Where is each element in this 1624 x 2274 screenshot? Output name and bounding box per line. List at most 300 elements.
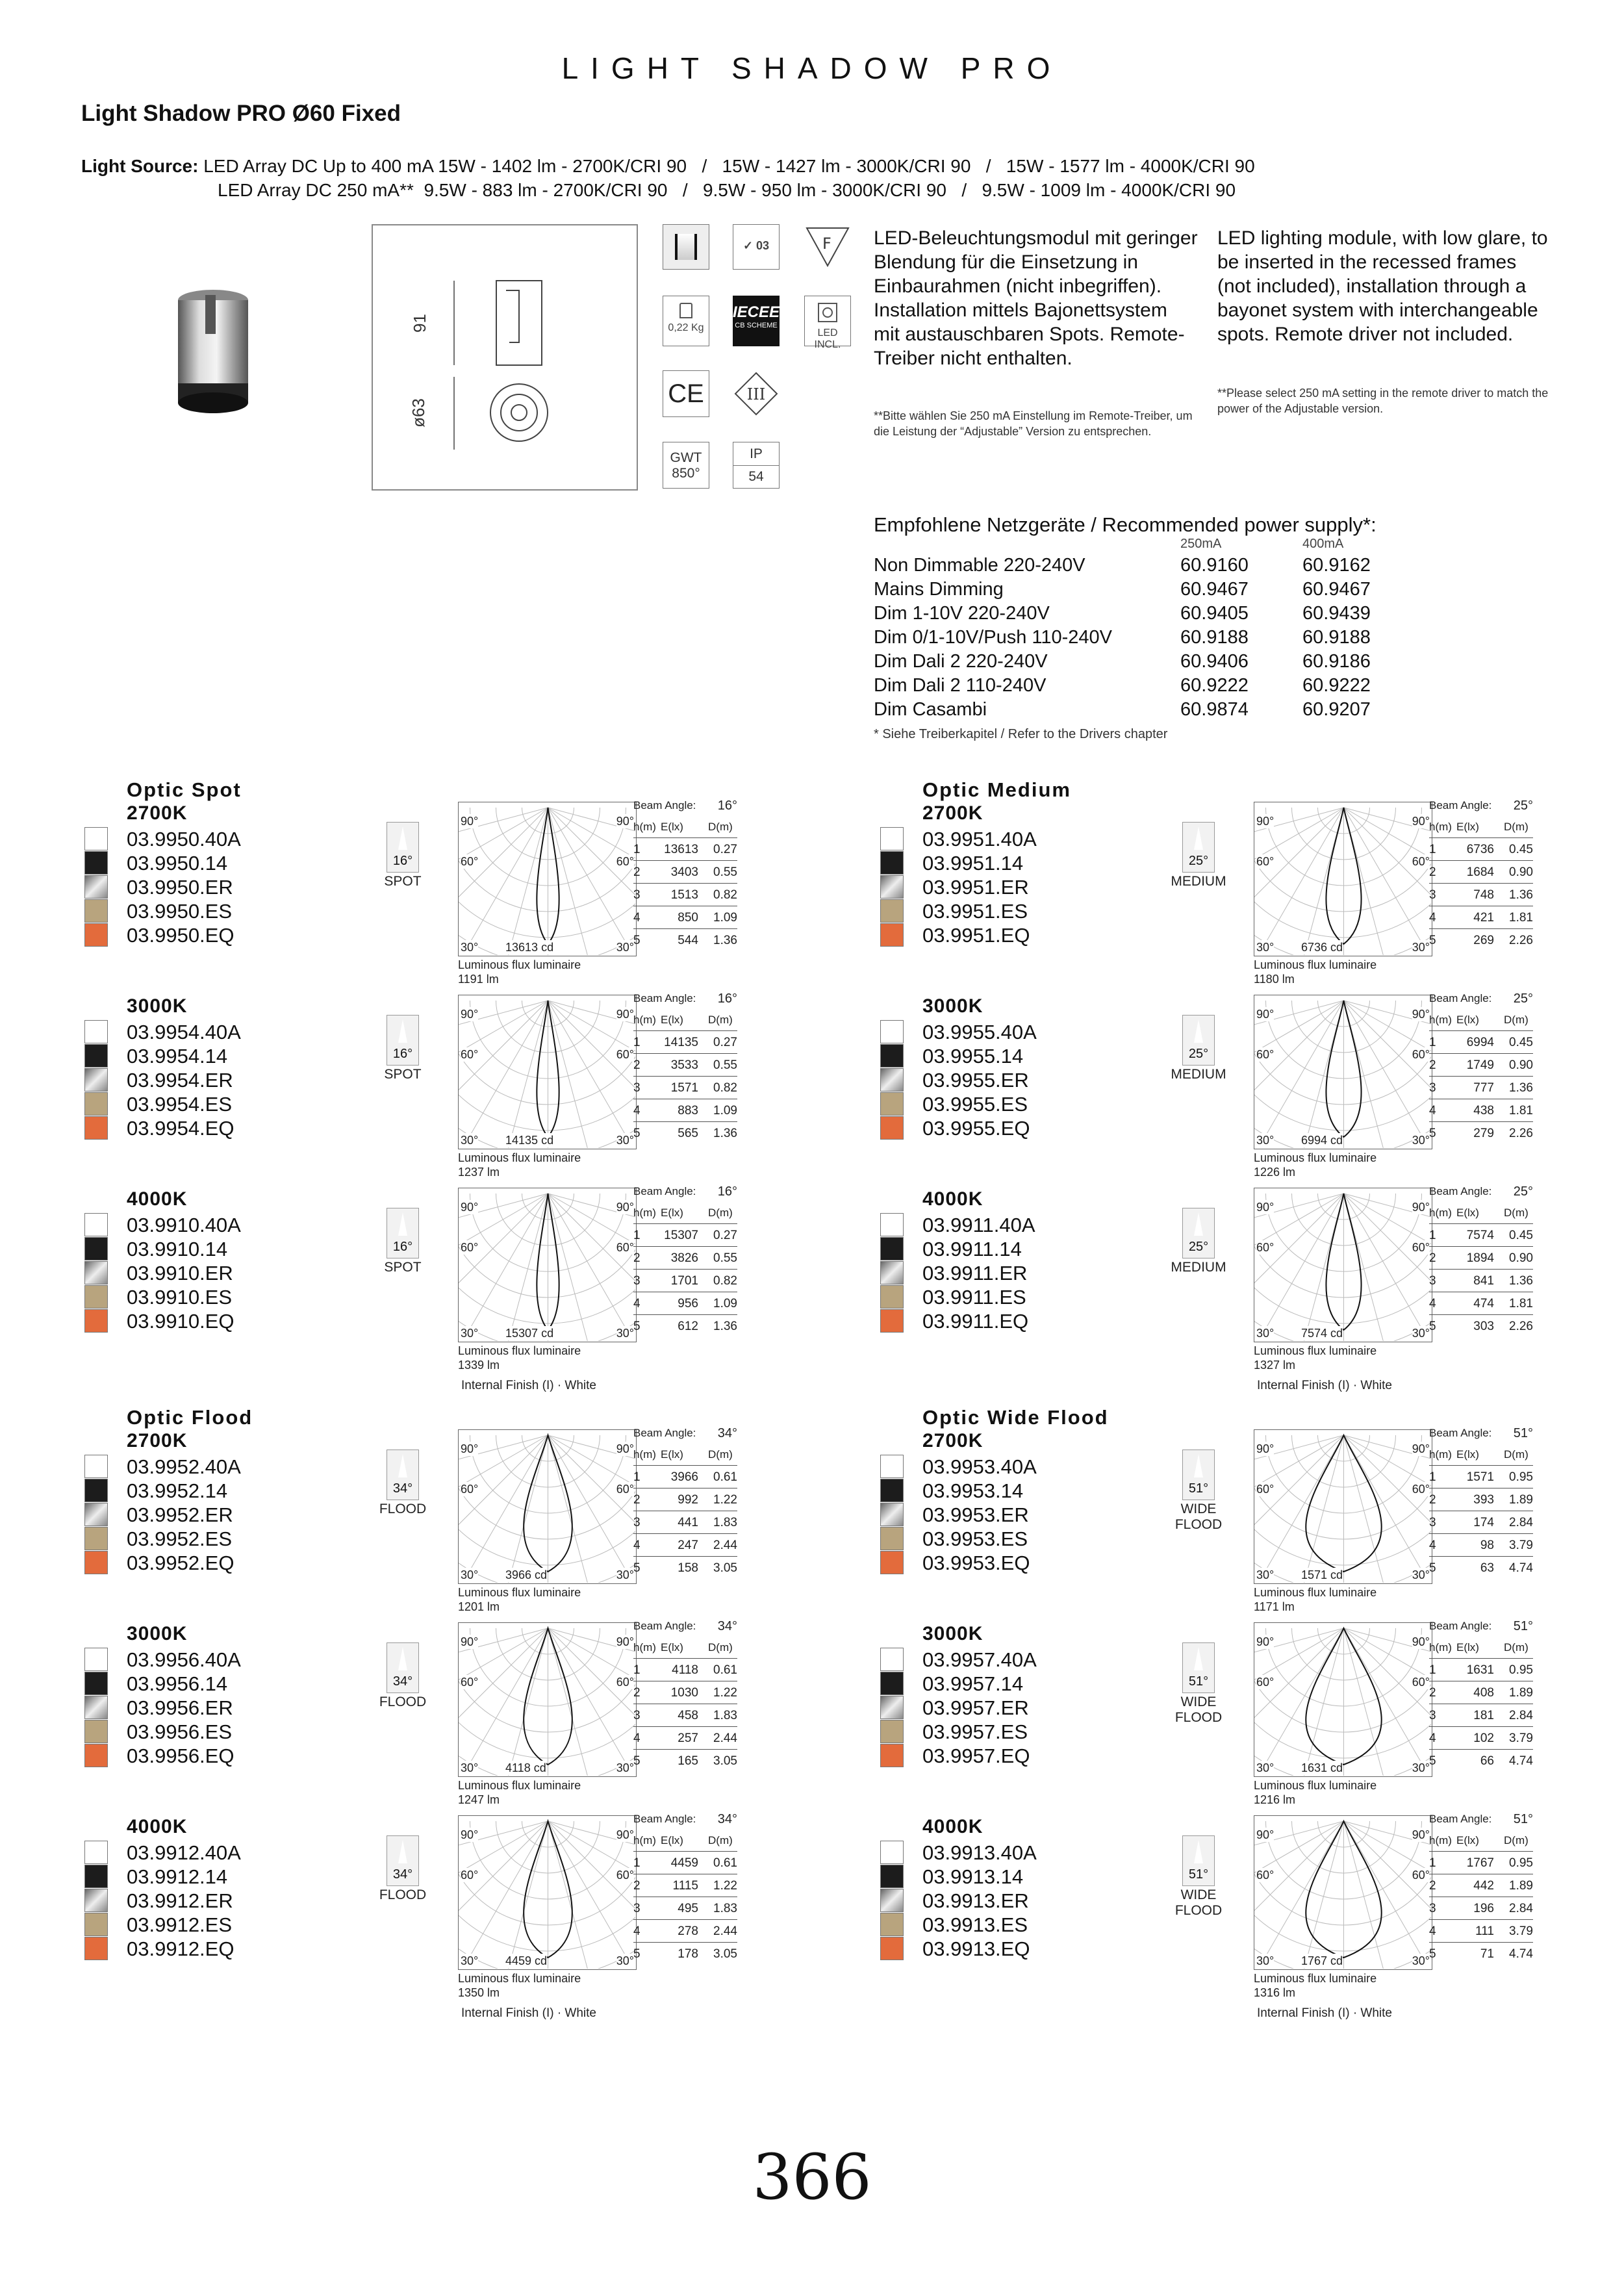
col-400ma: 400mA bbox=[1302, 537, 1344, 551]
table-row bbox=[1429, 1031, 1533, 1054]
finish-swatch bbox=[84, 1068, 108, 1092]
finish-swatch bbox=[880, 923, 904, 947]
max-intensity-unit: cd bbox=[1327, 941, 1343, 954]
beam-angle-row bbox=[1429, 1616, 1533, 1636]
angle-30-left: 30° bbox=[461, 1134, 479, 1147]
table-row bbox=[1429, 929, 1533, 952]
table-cell: 458 bbox=[678, 1709, 698, 1722]
angle-30-right: 30° bbox=[616, 1761, 634, 1774]
max-intensity-unit: cd bbox=[1327, 1761, 1343, 1774]
beam-shape-icon bbox=[398, 1840, 407, 1863]
table-cell: 303 bbox=[1473, 1320, 1494, 1333]
color-temperature: 4000K bbox=[127, 1816, 188, 1837]
table-cell: 1.09 bbox=[713, 1297, 737, 1310]
article-code: 03.9951.ES bbox=[922, 900, 1028, 923]
article-code: 03.9956.14 bbox=[127, 1672, 228, 1695]
beam-angle-row bbox=[1429, 1182, 1533, 1201]
table-cell: 5 bbox=[1429, 1320, 1436, 1333]
article-code: 03.9956.ES bbox=[127, 1720, 233, 1743]
table-cell: 3 bbox=[1429, 1709, 1436, 1722]
luminous-flux-label: Luminous flux luminaire bbox=[458, 1586, 581, 1599]
table-row bbox=[1429, 1224, 1533, 1247]
beam-angle-row bbox=[633, 1182, 737, 1201]
beam-angle-label: Beam Angle: bbox=[633, 1813, 696, 1825]
finish-swatch bbox=[880, 1937, 904, 1960]
table-cell: 4 bbox=[1429, 1297, 1436, 1310]
table-cell: 438 bbox=[1473, 1104, 1494, 1118]
table-cell: 5 bbox=[633, 934, 641, 947]
angle-30-right: 30° bbox=[616, 941, 634, 954]
angle-30-right: 30° bbox=[1412, 1134, 1430, 1147]
table-cell: 4 bbox=[1429, 1924, 1436, 1938]
table-cell: 408 bbox=[1473, 1686, 1494, 1700]
table-cell: 158 bbox=[678, 1561, 698, 1575]
max-intensity-value: 14135 bbox=[505, 1134, 539, 1147]
article-code: 03.9954.ER bbox=[127, 1069, 233, 1092]
table-cell: 1.81 bbox=[1509, 1104, 1533, 1118]
beam-shape-icon bbox=[398, 1019, 407, 1043]
technical-drawing bbox=[372, 224, 638, 491]
photometric-table bbox=[1429, 1616, 1533, 1772]
polar-svg bbox=[459, 1430, 635, 1583]
table-cell: 247 bbox=[678, 1539, 698, 1552]
table-cell: 0.55 bbox=[713, 1058, 737, 1072]
table-cell: 1.83 bbox=[713, 1902, 737, 1915]
photometric-table bbox=[633, 1424, 737, 1579]
table-row bbox=[1429, 1270, 1533, 1292]
max-intensity-unit: cd bbox=[538, 1134, 554, 1147]
article-code: 03.9910.EQ bbox=[127, 1310, 235, 1333]
table-cell: 15307 bbox=[664, 1229, 698, 1242]
table-cell: 2 bbox=[633, 1493, 641, 1507]
max-intensity bbox=[505, 1133, 553, 1147]
led-incl-icon bbox=[804, 296, 851, 350]
angle-60-right: 60° bbox=[1412, 1483, 1430, 1496]
column-header: h(m) bbox=[633, 1834, 656, 1846]
angle-60-left: 60° bbox=[1256, 1869, 1275, 1882]
table-cell: 3403 bbox=[670, 865, 698, 879]
angle-90-right: 90° bbox=[1412, 1442, 1430, 1455]
article-code: 03.9912.ES bbox=[127, 1913, 233, 1936]
beam-angle-row bbox=[633, 1616, 737, 1636]
polar-diagram bbox=[458, 1429, 637, 1584]
angle-90-right: 90° bbox=[616, 1635, 634, 1648]
table-cell: 4 bbox=[633, 1731, 641, 1745]
angle-90-right: 90° bbox=[616, 815, 634, 828]
supply-name: Dim Casambi bbox=[874, 699, 987, 720]
table-cell: 269 bbox=[1473, 934, 1494, 947]
finish-swatch bbox=[84, 1285, 108, 1309]
column-header: E(lx) bbox=[661, 1448, 683, 1461]
table-cell: 883 bbox=[678, 1104, 698, 1118]
table-row bbox=[633, 1727, 737, 1750]
beam-shape-icon bbox=[1194, 1840, 1203, 1863]
luminous-flux-value: 1350 lm bbox=[458, 1986, 500, 1999]
table-cell: 1 bbox=[1429, 843, 1436, 856]
column-header: D(m) bbox=[708, 1014, 733, 1026]
angle-60-left: 60° bbox=[461, 1869, 479, 1882]
table-cell: 1.81 bbox=[1509, 911, 1533, 925]
svg-text:F: F bbox=[822, 235, 831, 253]
polar-svg bbox=[1254, 802, 1431, 955]
power-supply-row bbox=[874, 554, 1458, 578]
luminous-flux-label: Luminous flux luminaire bbox=[1254, 1151, 1377, 1164]
angle-90-right: 90° bbox=[1412, 1635, 1430, 1648]
table-header bbox=[1429, 1829, 1533, 1852]
table-row bbox=[633, 884, 737, 906]
angle-90-right: 90° bbox=[616, 1828, 634, 1841]
article-code: 03.9911.40A bbox=[922, 1214, 1035, 1236]
table-row bbox=[1429, 1511, 1533, 1534]
table-cell: 1.36 bbox=[713, 934, 737, 947]
table-cell: 1571 bbox=[670, 1081, 698, 1095]
table-row bbox=[633, 906, 737, 929]
table-cell: 2 bbox=[1429, 865, 1436, 879]
beam-type-label: WIDE FLOOD bbox=[1174, 1694, 1223, 1725]
max-intensity bbox=[1301, 1133, 1343, 1147]
code-400ma: 60.9439 bbox=[1302, 603, 1371, 624]
table-cell: 1571 bbox=[1466, 1470, 1494, 1484]
table-cell: 66 bbox=[1480, 1754, 1494, 1768]
photometric-table bbox=[633, 1616, 737, 1772]
column-header: E(lx) bbox=[1456, 1207, 1479, 1219]
photometric-table bbox=[633, 989, 737, 1145]
supply-name: Dim 0/1-10V/Push 110-240V bbox=[874, 627, 1113, 648]
beam-angle-icon-label: 25° bbox=[1188, 854, 1209, 868]
finish-swatch bbox=[84, 1648, 108, 1671]
color-temperature: 3000K bbox=[127, 1623, 188, 1644]
table-row bbox=[633, 1315, 737, 1338]
finish-swatch bbox=[880, 1696, 904, 1719]
supply-name: Dim Dali 2 220-240V bbox=[874, 651, 1048, 672]
finish-swatch bbox=[84, 1865, 108, 1888]
table-cell: 174 bbox=[1473, 1516, 1494, 1529]
beam-angle-label: Beam Angle: bbox=[1429, 992, 1492, 1004]
power-supply-row bbox=[874, 578, 1458, 602]
finish-swatch bbox=[84, 899, 108, 923]
angle-30-left: 30° bbox=[461, 941, 479, 954]
table-row bbox=[633, 1511, 737, 1534]
beam-angle-label: Beam Angle: bbox=[1429, 1813, 1492, 1825]
beam-icon bbox=[387, 1208, 419, 1258]
article-code: 03.9911.14 bbox=[922, 1238, 1022, 1260]
max-intensity bbox=[1301, 1326, 1343, 1340]
polar-svg bbox=[1254, 1430, 1431, 1583]
beam-icon bbox=[387, 822, 419, 873]
table-cell: 2 bbox=[633, 865, 641, 879]
table-cell: 841 bbox=[1473, 1274, 1494, 1288]
finish-swatch bbox=[880, 1841, 904, 1864]
polar-diagram bbox=[458, 1188, 637, 1342]
column-header: E(lx) bbox=[661, 1641, 683, 1654]
table-cell: 474 bbox=[1473, 1297, 1494, 1310]
power-supply-header bbox=[874, 537, 1458, 554]
beam-angle-value: 16° bbox=[717, 798, 737, 813]
column-header: D(m) bbox=[708, 1448, 733, 1461]
finish-swatch bbox=[84, 1044, 108, 1067]
polar-svg bbox=[1254, 1623, 1431, 1776]
angle-30-right: 30° bbox=[616, 1134, 634, 1147]
table-cell: 1115 bbox=[672, 1879, 698, 1893]
ce-icon: CE bbox=[663, 370, 709, 417]
column-header: h(m) bbox=[1429, 1834, 1452, 1846]
table-cell: 0.90 bbox=[1509, 865, 1533, 879]
max-intensity bbox=[505, 1326, 553, 1340]
table-cell: 1684 bbox=[1466, 865, 1494, 879]
column-header: E(lx) bbox=[1456, 821, 1479, 833]
max-intensity bbox=[505, 1568, 547, 1582]
table-cell: 0.27 bbox=[713, 843, 737, 856]
angle-90-right: 90° bbox=[1412, 815, 1430, 828]
table-cell: 2 bbox=[633, 1251, 641, 1265]
table-cell: 565 bbox=[678, 1127, 698, 1140]
power-supply-row bbox=[874, 602, 1458, 626]
beam-icon bbox=[1182, 1642, 1215, 1693]
beam-angle-row bbox=[1429, 1424, 1533, 1443]
angle-90-left: 90° bbox=[1256, 1201, 1275, 1214]
angle-30-right: 30° bbox=[1412, 1568, 1430, 1581]
angle-30-right: 30° bbox=[616, 1954, 634, 1967]
article-code: 03.9954.40A bbox=[127, 1021, 241, 1043]
polar-diagram bbox=[1254, 1622, 1432, 1777]
table-row bbox=[633, 1943, 737, 1965]
article-code: 03.9953.14 bbox=[922, 1479, 1024, 1502]
finish-swatch bbox=[880, 1865, 904, 1888]
table-cell: 1.81 bbox=[1509, 1297, 1533, 1310]
code-250ma: 60.9160 bbox=[1180, 555, 1249, 576]
table-row bbox=[633, 1224, 737, 1247]
color-temperature: 3000K bbox=[922, 1623, 983, 1644]
table-row bbox=[1429, 1099, 1533, 1122]
angle-60-right: 60° bbox=[1412, 1676, 1430, 1689]
table-cell: 98 bbox=[1480, 1539, 1494, 1552]
polar-grid bbox=[459, 1435, 635, 1583]
table-cell: 0.27 bbox=[713, 1229, 737, 1242]
table-cell: 4 bbox=[633, 911, 641, 925]
table-cell: 2 bbox=[633, 1686, 641, 1700]
beam-angle-label: Beam Angle: bbox=[633, 992, 696, 1004]
power-supply-table bbox=[874, 513, 1458, 742]
luminous-flux-value: 1327 lm bbox=[1254, 1359, 1296, 1372]
polar-svg bbox=[459, 802, 635, 955]
angle-30-left: 30° bbox=[1256, 941, 1275, 954]
table-cell: 0.61 bbox=[713, 1663, 737, 1677]
weight-value: 0,22 Kg bbox=[668, 322, 704, 333]
finish-swatch bbox=[880, 1479, 904, 1502]
power-supply-row bbox=[874, 650, 1458, 674]
polar-grid bbox=[459, 1194, 635, 1341]
column-header: E(lx) bbox=[1456, 1641, 1479, 1654]
max-intensity-value: 15307 bbox=[505, 1327, 539, 1340]
table-cell: 5 bbox=[633, 1320, 641, 1333]
finish-swatch bbox=[880, 1237, 904, 1260]
luminous-flux-label: Luminous flux luminaire bbox=[1254, 1779, 1377, 1792]
table-cell: 4 bbox=[1429, 911, 1436, 925]
column-header: D(m) bbox=[1504, 1448, 1529, 1461]
angle-30-left: 30° bbox=[1256, 1568, 1275, 1581]
finish-swatch bbox=[84, 1261, 108, 1284]
table-header bbox=[633, 1636, 737, 1659]
code-250ma: 60.9405 bbox=[1180, 603, 1249, 624]
finish-swatch bbox=[880, 1068, 904, 1092]
beam-angle-icon-label: 16° bbox=[392, 1240, 413, 1254]
finish-swatch bbox=[84, 851, 108, 875]
angle-90-left: 90° bbox=[1256, 1635, 1275, 1648]
max-intensity-value: 1767 bbox=[1301, 1954, 1328, 1967]
beam-angle-label: Beam Angle: bbox=[1429, 799, 1492, 811]
power-supply-note: * Siehe Treiberkapitel / Refer to the Drivers chapter bbox=[874, 727, 1168, 741]
ip-value: 54 bbox=[748, 469, 764, 484]
finish-swatch bbox=[880, 1648, 904, 1671]
luminous-flux-label: Luminous flux luminaire bbox=[1254, 1586, 1377, 1599]
table-cell: 1 bbox=[633, 843, 641, 856]
beam-angle-row bbox=[1429, 989, 1533, 1008]
table-row bbox=[1429, 1681, 1533, 1704]
table-cell: 3.79 bbox=[1509, 1731, 1533, 1745]
article-code: 03.9911.ER bbox=[922, 1262, 1028, 1284]
article-code: 03.9913.40A bbox=[922, 1841, 1037, 1864]
table-cell: 1749 bbox=[1466, 1058, 1494, 1072]
table-cell: 0.55 bbox=[713, 1251, 737, 1265]
table-row bbox=[633, 1099, 737, 1122]
supply-name: Dim Dali 2 110-240V bbox=[874, 675, 1047, 696]
article-code: 03.9954.ES bbox=[127, 1093, 233, 1116]
table-cell: 748 bbox=[1473, 888, 1494, 902]
beam-angle-value: 16° bbox=[717, 991, 737, 1006]
article-code: 03.9912.14 bbox=[127, 1865, 228, 1888]
angle-90-right: 90° bbox=[1412, 1828, 1430, 1841]
table-cell: 5 bbox=[1429, 1127, 1436, 1140]
article-code: 03.9953.EQ bbox=[922, 1552, 1030, 1574]
table-row bbox=[633, 1466, 737, 1488]
table-cell: 3 bbox=[633, 1709, 641, 1722]
table-cell: 1 bbox=[633, 1036, 641, 1049]
beam-type-label: FLOOD bbox=[379, 1501, 427, 1516]
finish-swatch bbox=[84, 1672, 108, 1695]
luminous-flux-label: Luminous flux luminaire bbox=[458, 958, 581, 971]
article-code: 03.9912.40A bbox=[127, 1841, 241, 1864]
column-header: h(m) bbox=[1429, 1641, 1452, 1654]
table-cell: 4 bbox=[633, 1924, 641, 1938]
table-header bbox=[633, 815, 737, 838]
article-code: 03.9912.EQ bbox=[127, 1937, 235, 1960]
color-temperature: 2700K bbox=[922, 802, 983, 824]
column-header: E(lx) bbox=[1456, 1448, 1479, 1461]
finish-swatch bbox=[880, 1020, 904, 1043]
table-cell: 3.05 bbox=[713, 1947, 737, 1961]
photometric-table bbox=[633, 796, 737, 952]
column-header: E(lx) bbox=[661, 1207, 683, 1219]
angle-30-left: 30° bbox=[1256, 1954, 1275, 1967]
max-intensity bbox=[1301, 1568, 1343, 1582]
photometric-table bbox=[633, 1182, 737, 1338]
beam-angle-value: 51° bbox=[1513, 1812, 1533, 1826]
angle-30-left: 30° bbox=[1256, 1134, 1275, 1147]
luminous-flux-label: Luminous flux luminaire bbox=[458, 1151, 581, 1164]
table-cell: 0.61 bbox=[713, 1856, 737, 1870]
table-row bbox=[633, 838, 737, 861]
luminous-flux-label: Luminous flux luminaire bbox=[1254, 1344, 1377, 1357]
table-cell: 1 bbox=[1429, 1663, 1436, 1677]
angle-60-right: 60° bbox=[616, 1241, 634, 1254]
finish-swatch bbox=[84, 1213, 108, 1236]
table-row bbox=[1429, 1466, 1533, 1488]
finish-swatch bbox=[880, 1261, 904, 1284]
table-cell: 3 bbox=[633, 1902, 641, 1915]
product-title: Light Shadow PRO Ø60 Fixed bbox=[81, 101, 401, 126]
column-header: h(m) bbox=[633, 821, 656, 833]
polar-svg bbox=[459, 1623, 635, 1776]
beam-icon bbox=[1182, 1835, 1215, 1886]
table-row bbox=[633, 1122, 737, 1145]
table-cell: 1030 bbox=[670, 1686, 698, 1700]
table-cell: 102 bbox=[1473, 1731, 1494, 1745]
finish-swatch bbox=[880, 1913, 904, 1936]
polar-grid bbox=[459, 1001, 635, 1148]
beam-shape-icon bbox=[398, 826, 407, 850]
table-cell: 0.45 bbox=[1509, 1229, 1533, 1242]
max-intensity-value: 1631 bbox=[1301, 1761, 1328, 1774]
article-code: 03.9912.ER bbox=[127, 1889, 233, 1912]
table-cell: 0.45 bbox=[1509, 1036, 1533, 1049]
beam-angle-icon-label: 34° bbox=[392, 1867, 413, 1882]
column-header: h(m) bbox=[633, 1014, 656, 1026]
beam-shape-icon bbox=[398, 1647, 407, 1670]
article-code: 03.9913.ES bbox=[922, 1913, 1028, 1936]
finish-swatch bbox=[84, 1092, 108, 1116]
table-cell: 0.82 bbox=[713, 888, 737, 902]
finish-swatch bbox=[880, 1455, 904, 1478]
table-cell: 4.74 bbox=[1509, 1754, 1533, 1768]
max-intensity-value: 6994 bbox=[1301, 1134, 1328, 1147]
table-header bbox=[633, 1443, 737, 1466]
polar-grid bbox=[1254, 1628, 1431, 1776]
table-cell: 3 bbox=[633, 1274, 641, 1288]
angle-60-right: 60° bbox=[1412, 1869, 1430, 1882]
beam-angle-label: Beam Angle: bbox=[1429, 1620, 1492, 1632]
luminous-flux-label: Luminous flux luminaire bbox=[1254, 1972, 1377, 1985]
column-header: h(m) bbox=[1429, 1207, 1452, 1219]
supply-name: Mains Dimming bbox=[874, 579, 1004, 600]
table-row bbox=[1429, 1727, 1533, 1750]
iecee-sub: CB SCHEME bbox=[735, 322, 778, 329]
table-cell: 5 bbox=[633, 1561, 641, 1575]
table-cell: 956 bbox=[678, 1297, 698, 1310]
polar-diagram bbox=[1254, 1429, 1432, 1584]
finish-swatch bbox=[880, 1503, 904, 1526]
table-row bbox=[633, 861, 737, 884]
column-header: E(lx) bbox=[1456, 1014, 1479, 1026]
code-250ma: 60.9222 bbox=[1180, 675, 1249, 696]
table-cell: 0.95 bbox=[1509, 1470, 1533, 1484]
beam-angle-value: 25° bbox=[1513, 991, 1533, 1006]
table-cell: 544 bbox=[678, 934, 698, 947]
table-cell: 71 bbox=[1480, 1947, 1494, 1961]
weight-icon bbox=[663, 296, 709, 346]
table-row bbox=[633, 1557, 737, 1579]
max-intensity-value: 4118 bbox=[505, 1761, 531, 1774]
angle-60-right: 60° bbox=[1412, 1241, 1430, 1254]
table-cell: 1 bbox=[1429, 1036, 1436, 1049]
column-header: h(m) bbox=[633, 1448, 656, 1461]
finish-swatch bbox=[84, 875, 108, 899]
max-intensity bbox=[505, 940, 553, 954]
beam-angle-value: 51° bbox=[1513, 1426, 1533, 1440]
table-row bbox=[1429, 1315, 1533, 1338]
table-cell: 165 bbox=[678, 1754, 698, 1768]
column-header: E(lx) bbox=[1456, 1834, 1479, 1846]
article-code: 03.9950.40A bbox=[127, 828, 241, 850]
